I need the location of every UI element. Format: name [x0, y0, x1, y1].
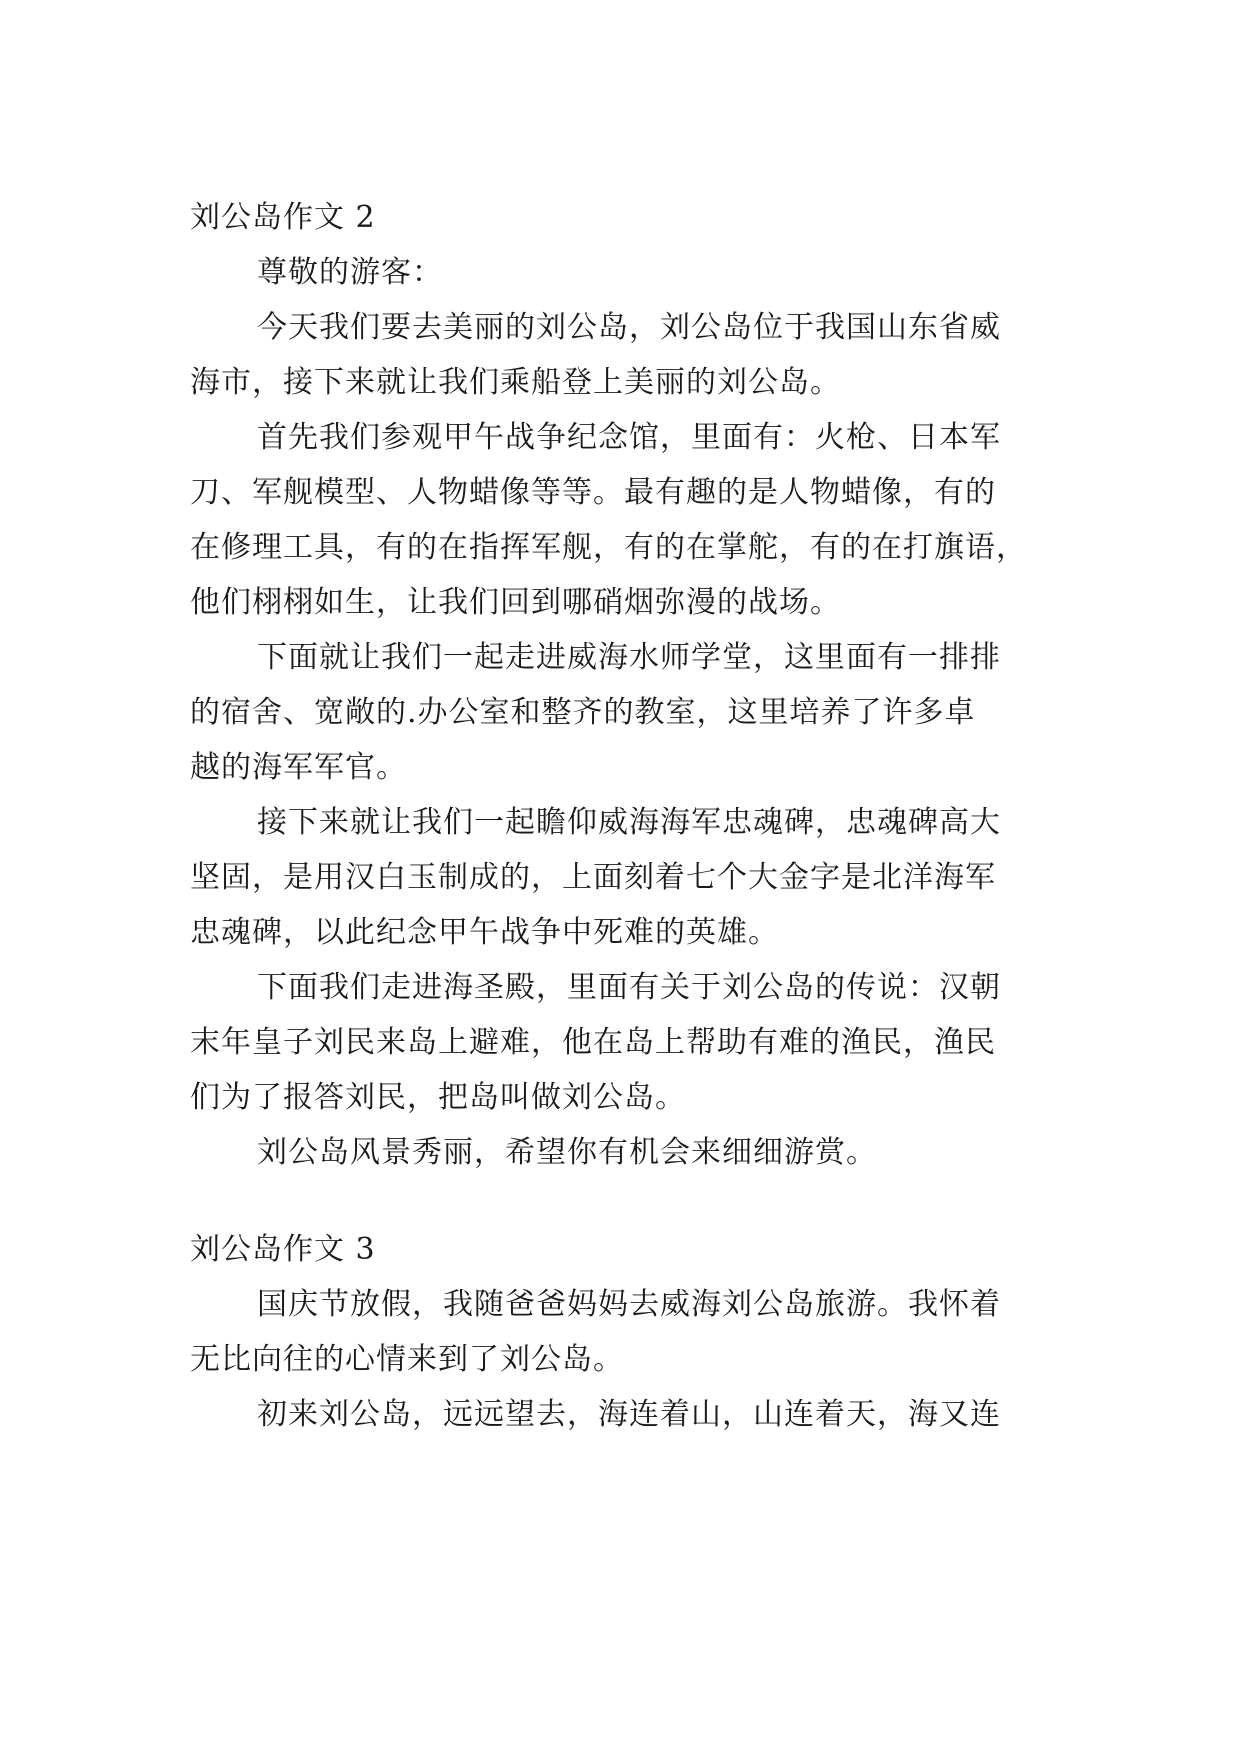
paragraph-line: 忠魂碑，以此纪念甲午战争中死难的英雄。 [190, 915, 779, 950]
paragraph-line: 刘公岛风景秀丽，希望你有机会来细细游赏。 [257, 1135, 877, 1170]
paragraph-line: 刀、军舰模型、人物蜡像等等。最有趣的是人物蜡像，有的 [190, 475, 996, 510]
paragraph-line: 无比向往的心情来到了刘公岛。 [190, 1342, 624, 1377]
paragraph-line: 们为了报答刘民，把岛叫做刘公岛。 [190, 1080, 686, 1115]
paragraph-line: 末年皇子刘民来岛上避难，他在岛上帮助有难的渔民，渔民 [190, 1025, 996, 1060]
paragraph-line: 越的海军军官。 [190, 750, 407, 785]
section-heading: 刘公岛作文 2 [190, 200, 376, 235]
paragraph-line: 今天我们要去美丽的刘公岛，刘公岛位于我国山东省威 [257, 310, 1001, 345]
paragraph-line: 接下来就让我们一起瞻仰威海海军忠魂碑，忠魂碑高大 [257, 805, 1001, 840]
paragraph-line: 尊敬的游客： [257, 255, 443, 290]
paragraph-line: 的宿舍、宽敞的.办公室和整齐的教室，这里培养了许多卓 [190, 695, 976, 730]
paragraph-line: 坚固，是用汉白玉制成的，上面刻着七个大金字是北洋海军 [190, 860, 996, 895]
paragraph-line: 下面就让我们一起走进威海水师学堂，这里面有一排排 [257, 640, 1001, 675]
section-heading: 刘公岛作文 3 [190, 1232, 376, 1267]
paragraph-line: 海市，接下来就让我们乘船登上美丽的刘公岛。 [190, 365, 841, 400]
paragraph-line: 在修理工具，有的在指挥军舰，有的在掌舵，有的在打旗语， [190, 530, 1027, 565]
paragraph-line: 初来刘公岛，远远望去，海连着山，山连着天，海又连 [257, 1397, 1001, 1432]
paragraph-line: 下面我们走进海圣殿，里面有关于刘公岛的传说：汉朝 [257, 970, 1001, 1005]
paragraph-line: 他们栩栩如生，让我们回到哪硝烟弥漫的战场。 [190, 585, 841, 620]
paragraph-line: 国庆节放假，我随爸爸妈妈去威海刘公岛旅游。我怀着 [257, 1287, 1001, 1322]
paragraph-line: 首先我们参观甲午战争纪念馆，里面有：火枪、日本军 [257, 420, 1001, 455]
